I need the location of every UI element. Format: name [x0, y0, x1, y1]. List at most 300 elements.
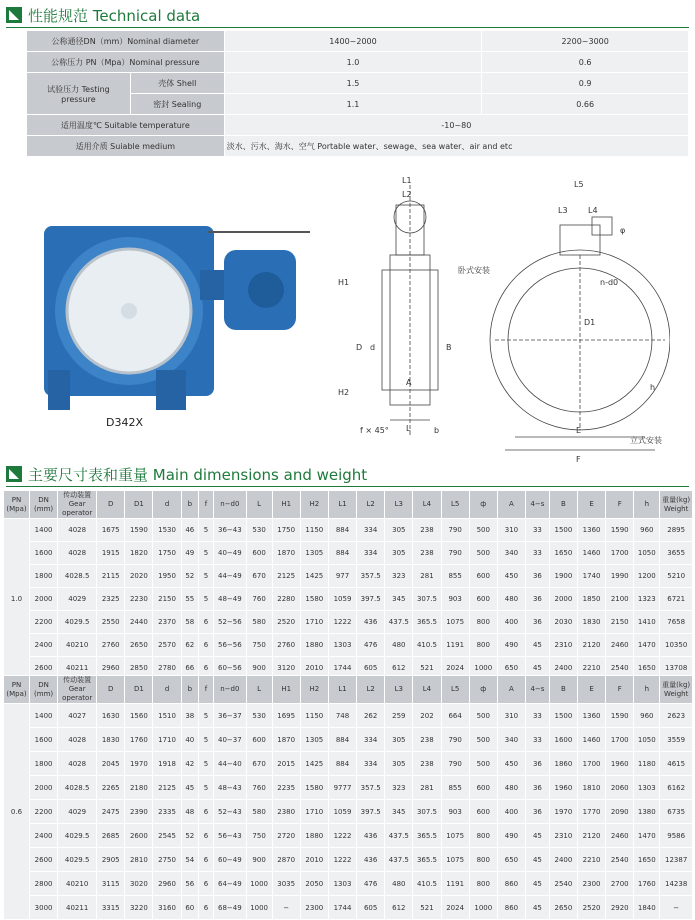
table-cell: 2520 — [272, 611, 300, 634]
table-cell: 800 — [469, 848, 497, 872]
table-cell: 1425 — [300, 752, 328, 776]
tech-value: 1.0 — [224, 52, 482, 73]
column-header: 4−s — [526, 491, 550, 519]
column-header: ф — [469, 676, 497, 704]
table-cell: 40−49 — [214, 542, 247, 565]
column-header: F — [606, 676, 634, 704]
table-cell: 1580 — [300, 776, 328, 800]
table-cell: 5 — [198, 565, 213, 588]
table-cell: 45 — [526, 848, 550, 872]
table-cell: 1303 — [328, 634, 356, 657]
table-cell: 40210 — [58, 634, 97, 657]
table-cell: 1180 — [634, 752, 660, 776]
table-cell: 2960 — [153, 872, 181, 896]
table-cell: 1150 — [300, 519, 328, 542]
table-cell: 4029.5 — [58, 611, 97, 634]
table-cell: 436 — [357, 848, 385, 872]
table-cell: 2440 — [125, 611, 153, 634]
table-cell: 10350 — [660, 634, 693, 657]
table-row — [4, 776, 693, 800]
table-cell: 2475 — [97, 800, 125, 824]
column-header: h — [634, 491, 660, 519]
column-header: L — [246, 676, 272, 704]
table-cell: 2335 — [153, 800, 181, 824]
table-cell: 580 — [246, 800, 272, 824]
table-cell: 365.5 — [413, 848, 441, 872]
table-cell: 1470 — [634, 634, 660, 657]
column-header: L5 — [441, 491, 469, 519]
table-cell: 790 — [441, 728, 469, 752]
label-D: D — [356, 343, 363, 352]
label-h: h — [650, 383, 656, 392]
table-cell: 36 — [526, 611, 550, 634]
table-cell: 600 — [246, 542, 272, 565]
table-row — [27, 31, 689, 52]
table-cell: 305 — [385, 542, 413, 565]
tech-value: 1400~2000 — [224, 31, 482, 52]
table-cell: 2150 — [606, 611, 634, 634]
column-header: b — [181, 676, 198, 704]
table-cell: 238 — [413, 752, 441, 776]
header-row — [4, 676, 693, 704]
table-cell: 5 — [198, 704, 213, 728]
dims-table-pn10 — [3, 490, 693, 680]
table-cell: 476 — [357, 872, 385, 896]
table-cell: 1380 — [634, 800, 660, 824]
table-cell: 1075 — [441, 848, 469, 872]
table-cell: 1305 — [300, 542, 328, 565]
table-cell: 2030 — [549, 611, 577, 634]
table-cell: 4615 — [660, 752, 693, 776]
label-B: B — [446, 343, 452, 352]
table-cell: 500 — [469, 542, 497, 565]
table-cell: 480 — [497, 588, 525, 611]
table-cell: 2300 — [578, 872, 606, 896]
label-L4: L4 — [588, 206, 598, 215]
table-cell: 1059 — [328, 588, 356, 611]
tech-title-text: 性能规范 Technical data — [28, 6, 201, 25]
table-cell: 2623 — [660, 704, 693, 728]
table-cell: 323 — [385, 565, 413, 588]
table-cell: 68−49 — [214, 896, 247, 920]
table-cell: 54 — [181, 848, 198, 872]
table-cell: 1990 — [606, 565, 634, 588]
table-cell: 2850 — [125, 657, 153, 680]
column-header: n−d0 — [214, 676, 247, 704]
table-cell: 670 — [246, 752, 272, 776]
table-cell: 2125 — [153, 776, 181, 800]
table-cell: 52 — [181, 824, 198, 848]
tech-section-title — [6, 4, 200, 26]
table-cell: 56−43 — [214, 824, 247, 848]
table-cell: 52−56 — [214, 611, 247, 634]
table-cell: 600 — [469, 776, 497, 800]
table-cell: − — [660, 896, 693, 920]
table-cell: 4028 — [58, 752, 97, 776]
column-header: D1 — [125, 676, 153, 704]
table-cell: 2010 — [300, 657, 328, 680]
table-cell: 5 — [198, 728, 213, 752]
table-row — [4, 872, 693, 896]
table-cell: 5 — [198, 519, 213, 542]
table-cell: 530 — [246, 519, 272, 542]
table-cell: 1860 — [549, 752, 577, 776]
table-cell: 340 — [497, 542, 525, 565]
table-cell: 760 — [246, 776, 272, 800]
pn-cell: 1.0 — [4, 519, 30, 680]
table-cell: 36 — [526, 588, 550, 611]
label-A: A — [406, 378, 412, 387]
section-marker-icon — [6, 466, 22, 482]
table-row — [4, 824, 693, 848]
table-cell: 900 — [246, 657, 272, 680]
table-cell: 334 — [357, 752, 385, 776]
table-cell: 1695 — [272, 704, 300, 728]
table-cell: 36−43 — [214, 519, 247, 542]
table-cell: 1050 — [634, 728, 660, 752]
table-cell: 2905 — [97, 848, 125, 872]
column-header: H1 — [272, 491, 300, 519]
table-cell: 1880 — [300, 634, 328, 657]
table-cell: 5 — [198, 588, 213, 611]
valve-shaft-icon — [121, 303, 137, 319]
column-header: 重量(kg) Weight — [660, 491, 693, 519]
table-cell: 860 — [497, 896, 525, 920]
table-cell: 1810 — [578, 776, 606, 800]
valve-photo — [30, 220, 330, 420]
table-cell: 480 — [385, 634, 413, 657]
column-header: 传动装置 Gear operator — [58, 676, 97, 704]
table-cell: 1700 — [606, 542, 634, 565]
table-cell: 1760 — [634, 872, 660, 896]
table-cell: 1630 — [97, 704, 125, 728]
table-cell: 2380 — [272, 800, 300, 824]
table-cell: 1800 — [30, 565, 58, 588]
table-cell: 3115 — [97, 872, 125, 896]
table-cell: 2720 — [272, 824, 300, 848]
table-row — [4, 634, 693, 657]
table-cell: 44−40 — [214, 752, 247, 776]
column-header: H2 — [300, 491, 328, 519]
table-cell: 437.5 — [385, 611, 413, 634]
table-cell: 46 — [181, 519, 198, 542]
table-cell: 790 — [441, 752, 469, 776]
table-cell: 2920 — [606, 896, 634, 920]
table-cell: 2895 — [660, 519, 693, 542]
table-cell: 6 — [198, 824, 213, 848]
table-cell: 310 — [497, 519, 525, 542]
table-cell: 238 — [413, 519, 441, 542]
table-cell: 2325 — [97, 588, 125, 611]
label-horizontal-install: 卧式安装 — [458, 266, 490, 275]
table-cell: 2780 — [153, 657, 181, 680]
table-cell: 259 — [385, 704, 413, 728]
table-row — [27, 136, 689, 157]
column-header: d — [153, 676, 181, 704]
table-cell: 884 — [328, 752, 356, 776]
table-row — [4, 704, 693, 728]
table-cell: 1590 — [606, 519, 634, 542]
table-cell: 3160 — [153, 896, 181, 920]
tech-label: 适用温度℃ Suitable temperature — [27, 115, 225, 136]
table-cell: 1303 — [634, 776, 660, 800]
table-cell: 1000 — [246, 872, 272, 896]
table-cell: 2060 — [606, 776, 634, 800]
tech-sublabel: 壳体 Shell — [130, 73, 224, 94]
table-cell: 397.5 — [357, 800, 385, 824]
column-header: DN (mm) — [30, 676, 58, 704]
table-cell: 60−49 — [214, 848, 247, 872]
technical-data-table — [26, 30, 689, 157]
table-cell: 2280 — [272, 588, 300, 611]
table-cell: 4029 — [58, 588, 97, 611]
column-header: B — [549, 491, 577, 519]
table-cell: 2024 — [441, 657, 469, 680]
tech-sublabel: 密封 Sealing — [130, 94, 224, 115]
table-cell: 45 — [526, 824, 550, 848]
table-cell: 64−49 — [214, 872, 247, 896]
table-cell: 1460 — [578, 728, 606, 752]
table-cell: 357.5 — [357, 776, 385, 800]
table-cell: 2870 — [272, 848, 300, 872]
table-cell: 1744 — [328, 657, 356, 680]
column-header: L3 — [385, 676, 413, 704]
table-cell: 4028 — [58, 728, 97, 752]
table-cell: 36 — [526, 565, 550, 588]
column-header: D1 — [125, 491, 153, 519]
tech-label: 试验压力 Testing pressure — [27, 73, 131, 115]
table-cell: 800 — [469, 634, 497, 657]
table-cell: 2235 — [272, 776, 300, 800]
table-cell: 600 — [469, 800, 497, 824]
tech-value: 淡水、污水、海水、空气 Portable water、sewage、sea water、air and etc — [224, 136, 688, 157]
label-E: E — [576, 426, 582, 435]
label-F: F — [576, 455, 581, 464]
table-cell: 2700 — [606, 872, 634, 896]
table-cell: 55 — [181, 588, 198, 611]
table-cell: 4029 — [58, 800, 97, 824]
tech-value: 1.5 — [224, 73, 482, 94]
table-cell: 45 — [526, 872, 550, 896]
column-header: L4 — [413, 676, 441, 704]
table-cell: 33 — [526, 542, 550, 565]
tech-value: -10~80 — [224, 115, 688, 136]
table-cell: 600 — [469, 565, 497, 588]
table-cell: 4028 — [58, 542, 97, 565]
table-cell: 45 — [526, 657, 550, 680]
column-header: E — [578, 676, 606, 704]
table-cell: 2020 — [125, 565, 153, 588]
table-cell: 305 — [385, 752, 413, 776]
table-cell: 1222 — [328, 824, 356, 848]
column-header: 传动装置 Gear operator — [58, 491, 97, 519]
table-cell: − — [272, 896, 300, 920]
table-cell: 334 — [357, 728, 385, 752]
header-row — [4, 491, 693, 519]
table-cell: 2460 — [606, 824, 634, 848]
table-cell: 2400 — [30, 824, 58, 848]
table-cell: 4028 — [58, 519, 97, 542]
table-cell: 1150 — [300, 704, 328, 728]
table-cell: 600 — [246, 728, 272, 752]
table-cell: 48 — [181, 800, 198, 824]
table-row — [4, 611, 693, 634]
table-cell: 9777 — [328, 776, 356, 800]
table-cell: 36 — [526, 752, 550, 776]
tech-label: 公称压力 PN（Mpa）Nominal pressure — [27, 52, 225, 73]
table-cell: 2540 — [549, 872, 577, 896]
table-cell: 2540 — [606, 657, 634, 680]
table-cell: 40211 — [58, 657, 97, 680]
table-cell: 33 — [526, 704, 550, 728]
table-cell: 1700 — [578, 752, 606, 776]
tech-label: 公称通径DN（mm）Nominal diameter — [27, 31, 225, 52]
table-cell: 650 — [497, 657, 525, 680]
label-d: d — [370, 343, 376, 352]
table-cell: 2125 — [272, 565, 300, 588]
front-gear — [560, 225, 600, 255]
table-cell: 530 — [246, 704, 272, 728]
table-row — [4, 519, 693, 542]
table-cell: 2650 — [549, 896, 577, 920]
table-cell: 5 — [198, 542, 213, 565]
table-cell: 1075 — [441, 611, 469, 634]
table-cell: 38 — [181, 704, 198, 728]
table-cell: 748 — [328, 704, 356, 728]
table-cell: 3559 — [660, 728, 693, 752]
table-cell: 2810 — [125, 848, 153, 872]
table-cell: 450 — [497, 565, 525, 588]
table-cell: 1950 — [153, 565, 181, 588]
table-cell: 855 — [441, 565, 469, 588]
table-cell: 2400 — [549, 657, 577, 680]
label-b: b — [434, 426, 440, 435]
table-cell: 1580 — [300, 588, 328, 611]
table-cell: 1760 — [125, 728, 153, 752]
table-cell: 960 — [634, 519, 660, 542]
table-cell: 6 — [198, 800, 213, 824]
table-cell: 900 — [246, 848, 272, 872]
table-cell: 33 — [526, 519, 550, 542]
table-cell: 3020 — [125, 872, 153, 896]
table-cell: 1500 — [549, 519, 577, 542]
table-cell: 500 — [469, 704, 497, 728]
table-cell: 2180 — [125, 776, 153, 800]
table-cell: 44−49 — [214, 565, 247, 588]
section-marker-icon — [6, 7, 22, 23]
column-header: D — [97, 491, 125, 519]
table-cell: 903 — [441, 800, 469, 824]
table-row — [4, 728, 693, 752]
table-cell: 1075 — [441, 824, 469, 848]
table-cell: 1744 — [328, 896, 356, 920]
table-cell: 56 — [181, 872, 198, 896]
table-cell: 960 — [634, 704, 660, 728]
table-cell: 1360 — [578, 519, 606, 542]
table-cell: 450 — [497, 752, 525, 776]
table-cell: 238 — [413, 542, 441, 565]
column-header: L3 — [385, 491, 413, 519]
table-cell: 2300 — [300, 896, 328, 920]
table-cell: 884 — [328, 519, 356, 542]
tech-value: 0.9 — [482, 73, 689, 94]
table-cell: 2150 — [153, 588, 181, 611]
table-cell: 903 — [441, 588, 469, 611]
table-cell: 1560 — [125, 704, 153, 728]
table-cell: 58 — [181, 611, 198, 634]
table-cell: 36−37 — [214, 704, 247, 728]
table-cell: 334 — [357, 542, 385, 565]
label-L: L — [406, 424, 411, 433]
column-header: L1 — [328, 676, 356, 704]
table-cell: 400 — [497, 800, 525, 824]
column-header: L4 — [413, 491, 441, 519]
table-cell: 1000 — [469, 657, 497, 680]
table-cell: 1600 — [30, 542, 58, 565]
label-D1: D1 — [584, 318, 596, 327]
dims-title-text: 主要尺寸表和重量 Main dimensions and weight — [28, 465, 368, 484]
table-cell: 6 — [198, 611, 213, 634]
table-cell: 1710 — [153, 728, 181, 752]
column-header: L5 — [441, 676, 469, 704]
table-cell: 36 — [526, 776, 550, 800]
table-cell: 1200 — [634, 565, 660, 588]
table-row — [4, 848, 693, 872]
table-cell: 5210 — [660, 565, 693, 588]
title-divider — [6, 27, 689, 28]
table-cell: 605 — [357, 896, 385, 920]
table-cell: 760 — [246, 588, 272, 611]
table-cell: 670 — [246, 565, 272, 588]
table-cell: 40210 — [58, 872, 97, 896]
table-cell: 365.5 — [413, 824, 441, 848]
table-cell: 436 — [357, 824, 385, 848]
table-cell: 2400 — [30, 634, 58, 657]
column-header: f — [198, 676, 213, 704]
table-cell: 7658 — [660, 611, 693, 634]
column-header: b — [181, 491, 198, 519]
table-cell: 40 — [181, 728, 198, 752]
table-cell: 1323 — [634, 588, 660, 611]
table-cell: 13708 — [660, 657, 693, 680]
table-cell: 521 — [413, 896, 441, 920]
table-cell: 281 — [413, 776, 441, 800]
dims-table-pn06 — [3, 675, 693, 920]
table-cell: 1900 — [549, 565, 577, 588]
table-cell: 1675 — [97, 519, 125, 542]
front-actuator — [592, 217, 612, 235]
column-header: D — [97, 676, 125, 704]
table-cell: 60−56 — [214, 657, 247, 680]
table-cell: 6735 — [660, 800, 693, 824]
table-cell: 2760 — [97, 634, 125, 657]
table-cell: 60 — [181, 896, 198, 920]
table-cell: 2210 — [578, 848, 606, 872]
column-header: PN (Mpa) — [4, 491, 30, 519]
table-cell: 340 — [497, 728, 525, 752]
table-cell: 345 — [385, 588, 413, 611]
table-row — [4, 542, 693, 565]
table-cell: 1918 — [153, 752, 181, 776]
table-cell: 2000 — [549, 588, 577, 611]
table-cell: 490 — [497, 634, 525, 657]
table-cell: 1970 — [125, 752, 153, 776]
column-header: h — [634, 676, 660, 704]
table-cell: 1191 — [441, 872, 469, 896]
table-cell: 500 — [469, 728, 497, 752]
table-cell: 2540 — [606, 848, 634, 872]
table-cell: 6 — [198, 634, 213, 657]
